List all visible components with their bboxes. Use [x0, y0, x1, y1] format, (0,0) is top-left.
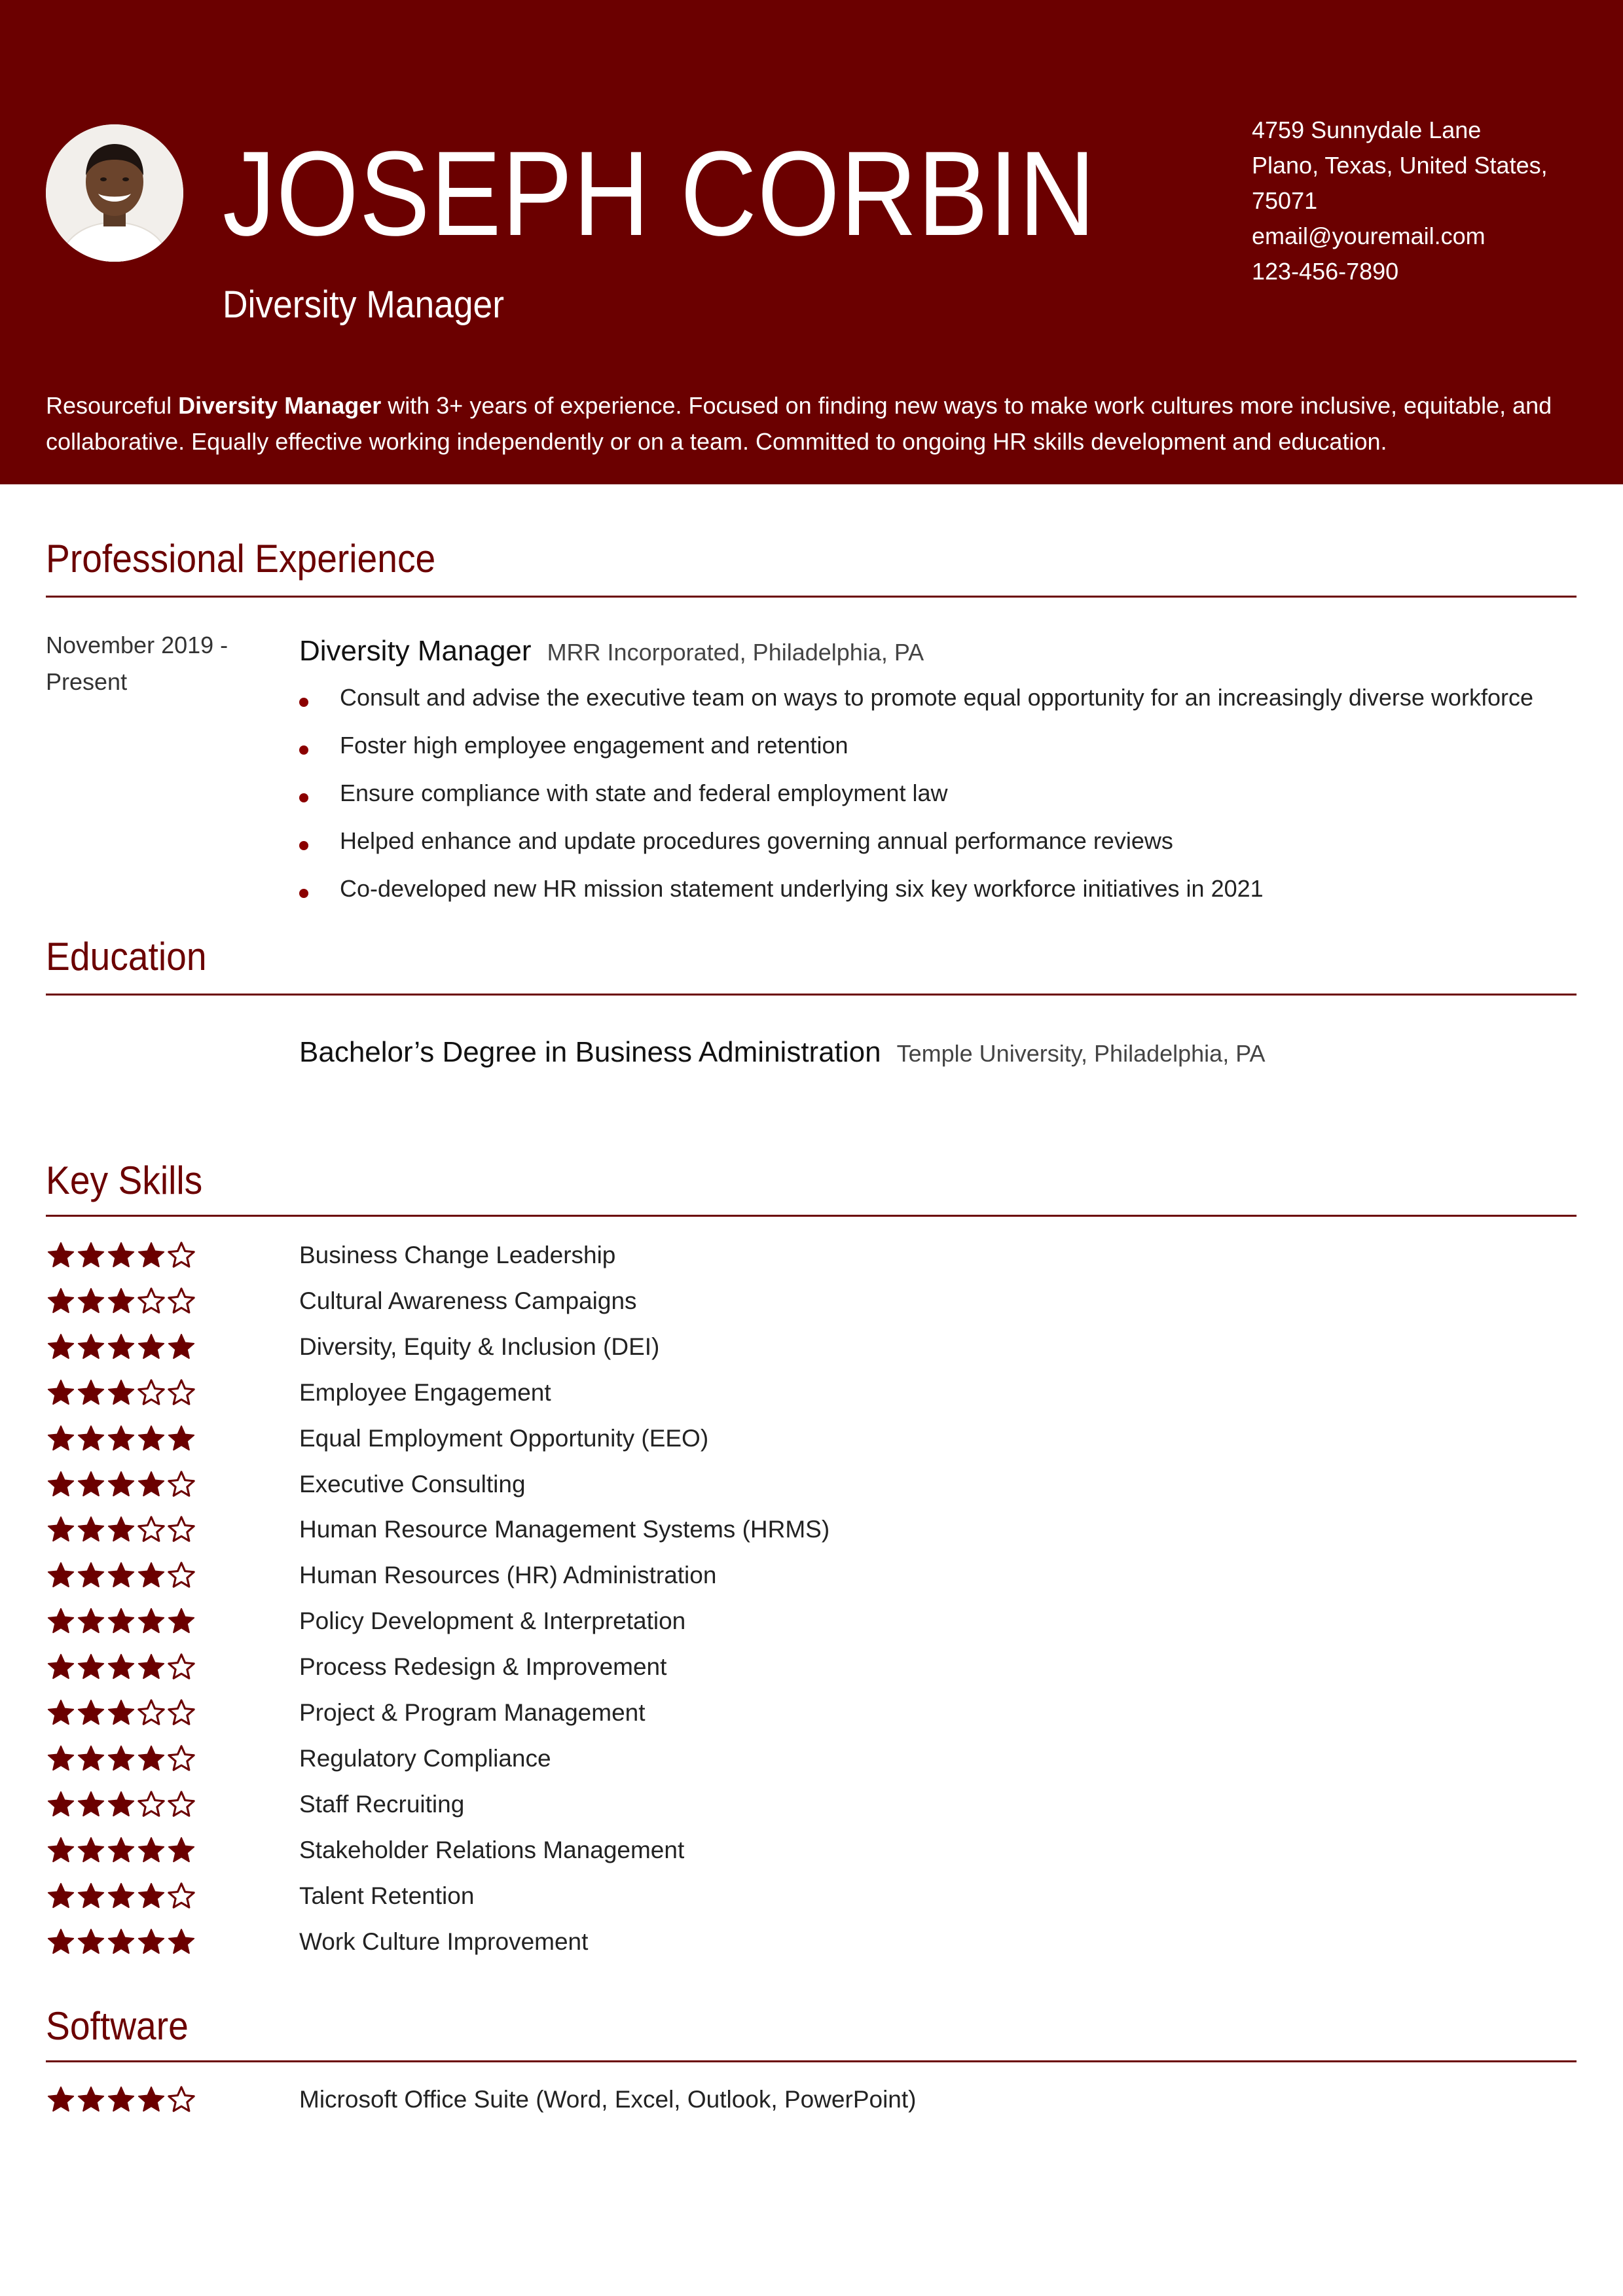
skill-row [46, 1419, 1577, 1458]
star-rating [46, 1693, 196, 1732]
star-filled-icon [76, 1469, 106, 1499]
person-name: JOSEPH CORBIN [223, 126, 1096, 260]
job-bullet: Ensure compliance with state and federal employment law [299, 779, 1576, 827]
job-bullet: Co-developed new HR mission statement underlying six key workforce initiatives in 2021 [299, 874, 1576, 922]
star-filled-icon [136, 1606, 166, 1636]
skill-label: Work Culture Improvement [299, 1928, 589, 1955]
star-filled-icon [106, 1469, 136, 1499]
star-filled-icon [166, 1927, 196, 1957]
star-filled-icon [106, 1835, 136, 1865]
star-outline-icon [166, 1744, 196, 1774]
star-outline-icon [166, 1698, 196, 1728]
star-filled-icon [166, 1332, 196, 1362]
skill-label: Executive Consulting [299, 1471, 526, 1498]
summary-prefix: Resourceful [46, 392, 179, 419]
star-filled-icon [106, 1698, 136, 1728]
star-filled-icon [76, 1881, 106, 1911]
star-outline-icon [166, 1469, 196, 1499]
job-title: Diversity Manager [299, 635, 532, 667]
star-filled-icon [166, 1835, 196, 1865]
skill-row [46, 1922, 1577, 1962]
skill-row [46, 1693, 1577, 1732]
star-outline-icon [166, 1240, 196, 1270]
section-title-skills: Key Skills [46, 1158, 203, 1202]
star-filled-icon [76, 1835, 106, 1865]
skill-label: Microsoft Office Suite (Word, Excel, Outlook, PowerPoint) [299, 2086, 917, 2113]
star-filled-icon [136, 1240, 166, 1270]
star-filled-icon [166, 1424, 196, 1454]
skill-label: Equal Employment Opportunity (EEO) [299, 1425, 709, 1452]
star-filled-icon [136, 2085, 166, 2115]
address-line-1: 4759 Sunnydale Lane [1252, 117, 1482, 143]
star-filled-icon [136, 1881, 166, 1911]
skill-row [46, 1373, 1577, 1412]
job-bullets [299, 683, 1576, 922]
star-filled-icon [106, 1744, 136, 1774]
star-filled-icon [136, 1469, 166, 1499]
skill-label: Cultural Awareness Campaigns [299, 1287, 637, 1314]
section-divider [46, 596, 1577, 598]
star-filled-icon [136, 1560, 166, 1590]
skill-row [46, 2080, 1577, 2119]
summary [46, 387, 1578, 459]
skill-label: Human Resources (HR) Administration [299, 1562, 717, 1588]
star-rating [46, 1602, 196, 1641]
star-filled-icon [136, 1652, 166, 1682]
skill-row [46, 1465, 1577, 1504]
star-filled-icon [46, 1286, 76, 1316]
section-title-experience: Professional Experience [46, 537, 436, 581]
skill-label: Process Redesign & Improvement [299, 1653, 667, 1680]
star-outline-icon [136, 1789, 166, 1820]
star-rating [46, 1327, 196, 1367]
star-filled-icon [46, 1881, 76, 1911]
skill-label: Business Change Leadership [299, 1242, 616, 1268]
star-outline-icon [136, 1515, 166, 1545]
skill-label: Talent Retention [299, 1882, 475, 1909]
job-bullet: Helped enhance and update procedures governing annual performance reviews [299, 827, 1576, 874]
star-filled-icon [106, 1332, 136, 1362]
star-outline-icon [166, 1789, 196, 1820]
star-rating [46, 1785, 196, 1824]
skill-row [46, 1236, 1577, 1275]
star-outline-icon [166, 1515, 196, 1545]
profile-photo [46, 124, 183, 262]
star-rating [46, 1282, 196, 1321]
star-filled-icon [76, 1606, 106, 1636]
star-filled-icon [106, 1515, 136, 1545]
star-filled-icon [106, 2085, 136, 2115]
star-filled-icon [76, 1698, 106, 1728]
star-filled-icon [106, 1286, 136, 1316]
star-outline-icon [166, 1652, 196, 1682]
skill-row [46, 1282, 1577, 1321]
star-outline-icon [166, 1560, 196, 1590]
skill-label: Stakeholder Relations Management [299, 1837, 685, 1863]
star-filled-icon [46, 1424, 76, 1454]
skill-label: Policy Development & Interpretation [299, 1607, 686, 1634]
star-outline-icon [136, 1286, 166, 1316]
skill-label: Diversity, Equity & Inclusion (DEI) [299, 1333, 660, 1360]
star-filled-icon [46, 1515, 76, 1545]
star-filled-icon [136, 1424, 166, 1454]
star-rating [46, 1236, 196, 1275]
skill-row [46, 1327, 1577, 1367]
star-filled-icon [46, 1927, 76, 1957]
summary-rest: with 3+ years of experience. Focused on finding new ways to make work cultures more inclusive, equitable, and collaborative. Equally effective working independently or on a team. Committed to ongoing HR skills development and education. [46, 392, 1552, 455]
star-filled-icon [136, 1835, 166, 1865]
star-filled-icon [46, 1560, 76, 1590]
star-outline-icon [136, 1378, 166, 1408]
star-filled-icon [166, 1606, 196, 1636]
skill-row [46, 1602, 1577, 1641]
star-filled-icon [76, 1240, 106, 1270]
star-rating [46, 1876, 196, 1916]
star-filled-icon [106, 1606, 136, 1636]
skill-row [46, 1556, 1577, 1595]
star-filled-icon [106, 1927, 136, 1957]
star-filled-icon [106, 1378, 136, 1408]
address-line-2: Plano, Texas, United States, 75071 [1252, 152, 1548, 214]
star-filled-icon [46, 1240, 76, 1270]
education-entry [299, 1033, 1266, 1073]
section-divider [46, 2060, 1577, 2062]
job-bullet: Consult and advise the executive team on ways to promote equal opportunity for an increasingly diverse workforce [299, 683, 1576, 731]
skill-label: Regulatory Compliance [299, 1745, 551, 1772]
skill-row [46, 1647, 1577, 1687]
email[interactable]: email@youremail.com [1252, 223, 1486, 249]
skill-row [46, 1876, 1577, 1916]
star-filled-icon [106, 1881, 136, 1911]
star-filled-icon [46, 1606, 76, 1636]
star-rating [46, 1831, 196, 1870]
star-filled-icon [106, 1652, 136, 1682]
header-band [0, 0, 1623, 484]
avatar [46, 124, 183, 262]
star-rating [46, 1419, 196, 1458]
job-date: November 2019 - Present [46, 632, 228, 695]
skill-row [46, 1510, 1577, 1549]
job-entry-title [299, 632, 924, 672]
star-outline-icon [166, 1286, 196, 1316]
star-rating [46, 1373, 196, 1412]
star-rating [46, 1510, 196, 1549]
star-filled-icon [76, 2085, 106, 2115]
star-filled-icon [46, 1652, 76, 1682]
skill-label: Employee Engagement [299, 1379, 551, 1406]
star-rating [46, 1465, 196, 1504]
education-degree: Bachelor’s Degree in Business Administration [299, 1036, 881, 1068]
star-filled-icon [136, 1332, 166, 1362]
job-bullet: Foster high employee engagement and retention [299, 731, 1576, 779]
star-outline-icon [166, 1881, 196, 1911]
star-filled-icon [76, 1332, 106, 1362]
star-filled-icon [46, 1698, 76, 1728]
section-divider [46, 994, 1577, 996]
job-role: Diversity Manager [223, 283, 504, 326]
star-filled-icon [46, 1744, 76, 1774]
star-filled-icon [76, 1286, 106, 1316]
star-rating [46, 1647, 196, 1687]
skill-row [46, 1785, 1577, 1824]
job-company: MRR Incorporated, Philadelphia, PA [547, 639, 924, 666]
skill-row [46, 1739, 1577, 1778]
star-filled-icon [76, 1515, 106, 1545]
section-title-software: Software [46, 2004, 189, 2048]
star-filled-icon [106, 1240, 136, 1270]
contact-block [1252, 113, 1592, 289]
section-title-education: Education [46, 935, 207, 978]
star-filled-icon [106, 1789, 136, 1820]
skill-label: Staff Recruiting [299, 1791, 465, 1818]
star-filled-icon [106, 1424, 136, 1454]
star-filled-icon [46, 2085, 76, 2115]
star-filled-icon [136, 1744, 166, 1774]
skill-label: Project & Program Management [299, 1699, 646, 1726]
skill-row [46, 1831, 1577, 1870]
star-filled-icon [76, 1652, 106, 1682]
star-filled-icon [46, 1789, 76, 1820]
star-filled-icon [46, 1835, 76, 1865]
summary-bold: Diversity Manager [178, 392, 382, 419]
phone[interactable]: 123-456-7890 [1252, 258, 1399, 285]
star-filled-icon [46, 1332, 76, 1362]
star-filled-icon [76, 1789, 106, 1820]
star-filled-icon [76, 1927, 106, 1957]
star-outline-icon [136, 1698, 166, 1728]
skill-label: Human Resource Management Systems (HRMS) [299, 1516, 830, 1543]
star-filled-icon [76, 1744, 106, 1774]
star-rating [46, 2080, 196, 2119]
star-filled-icon [46, 1469, 76, 1499]
star-filled-icon [136, 1927, 166, 1957]
star-filled-icon [46, 1378, 76, 1408]
star-filled-icon [76, 1560, 106, 1590]
star-outline-icon [166, 1378, 196, 1408]
star-rating [46, 1739, 196, 1778]
education-school: Temple University, Philadelphia, PA [896, 1040, 1266, 1067]
star-rating [46, 1922, 196, 1962]
star-filled-icon [76, 1378, 106, 1408]
section-divider [46, 1215, 1577, 1217]
star-filled-icon [106, 1560, 136, 1590]
star-filled-icon [76, 1424, 106, 1454]
star-rating [46, 1556, 196, 1595]
star-outline-icon [166, 2085, 196, 2115]
